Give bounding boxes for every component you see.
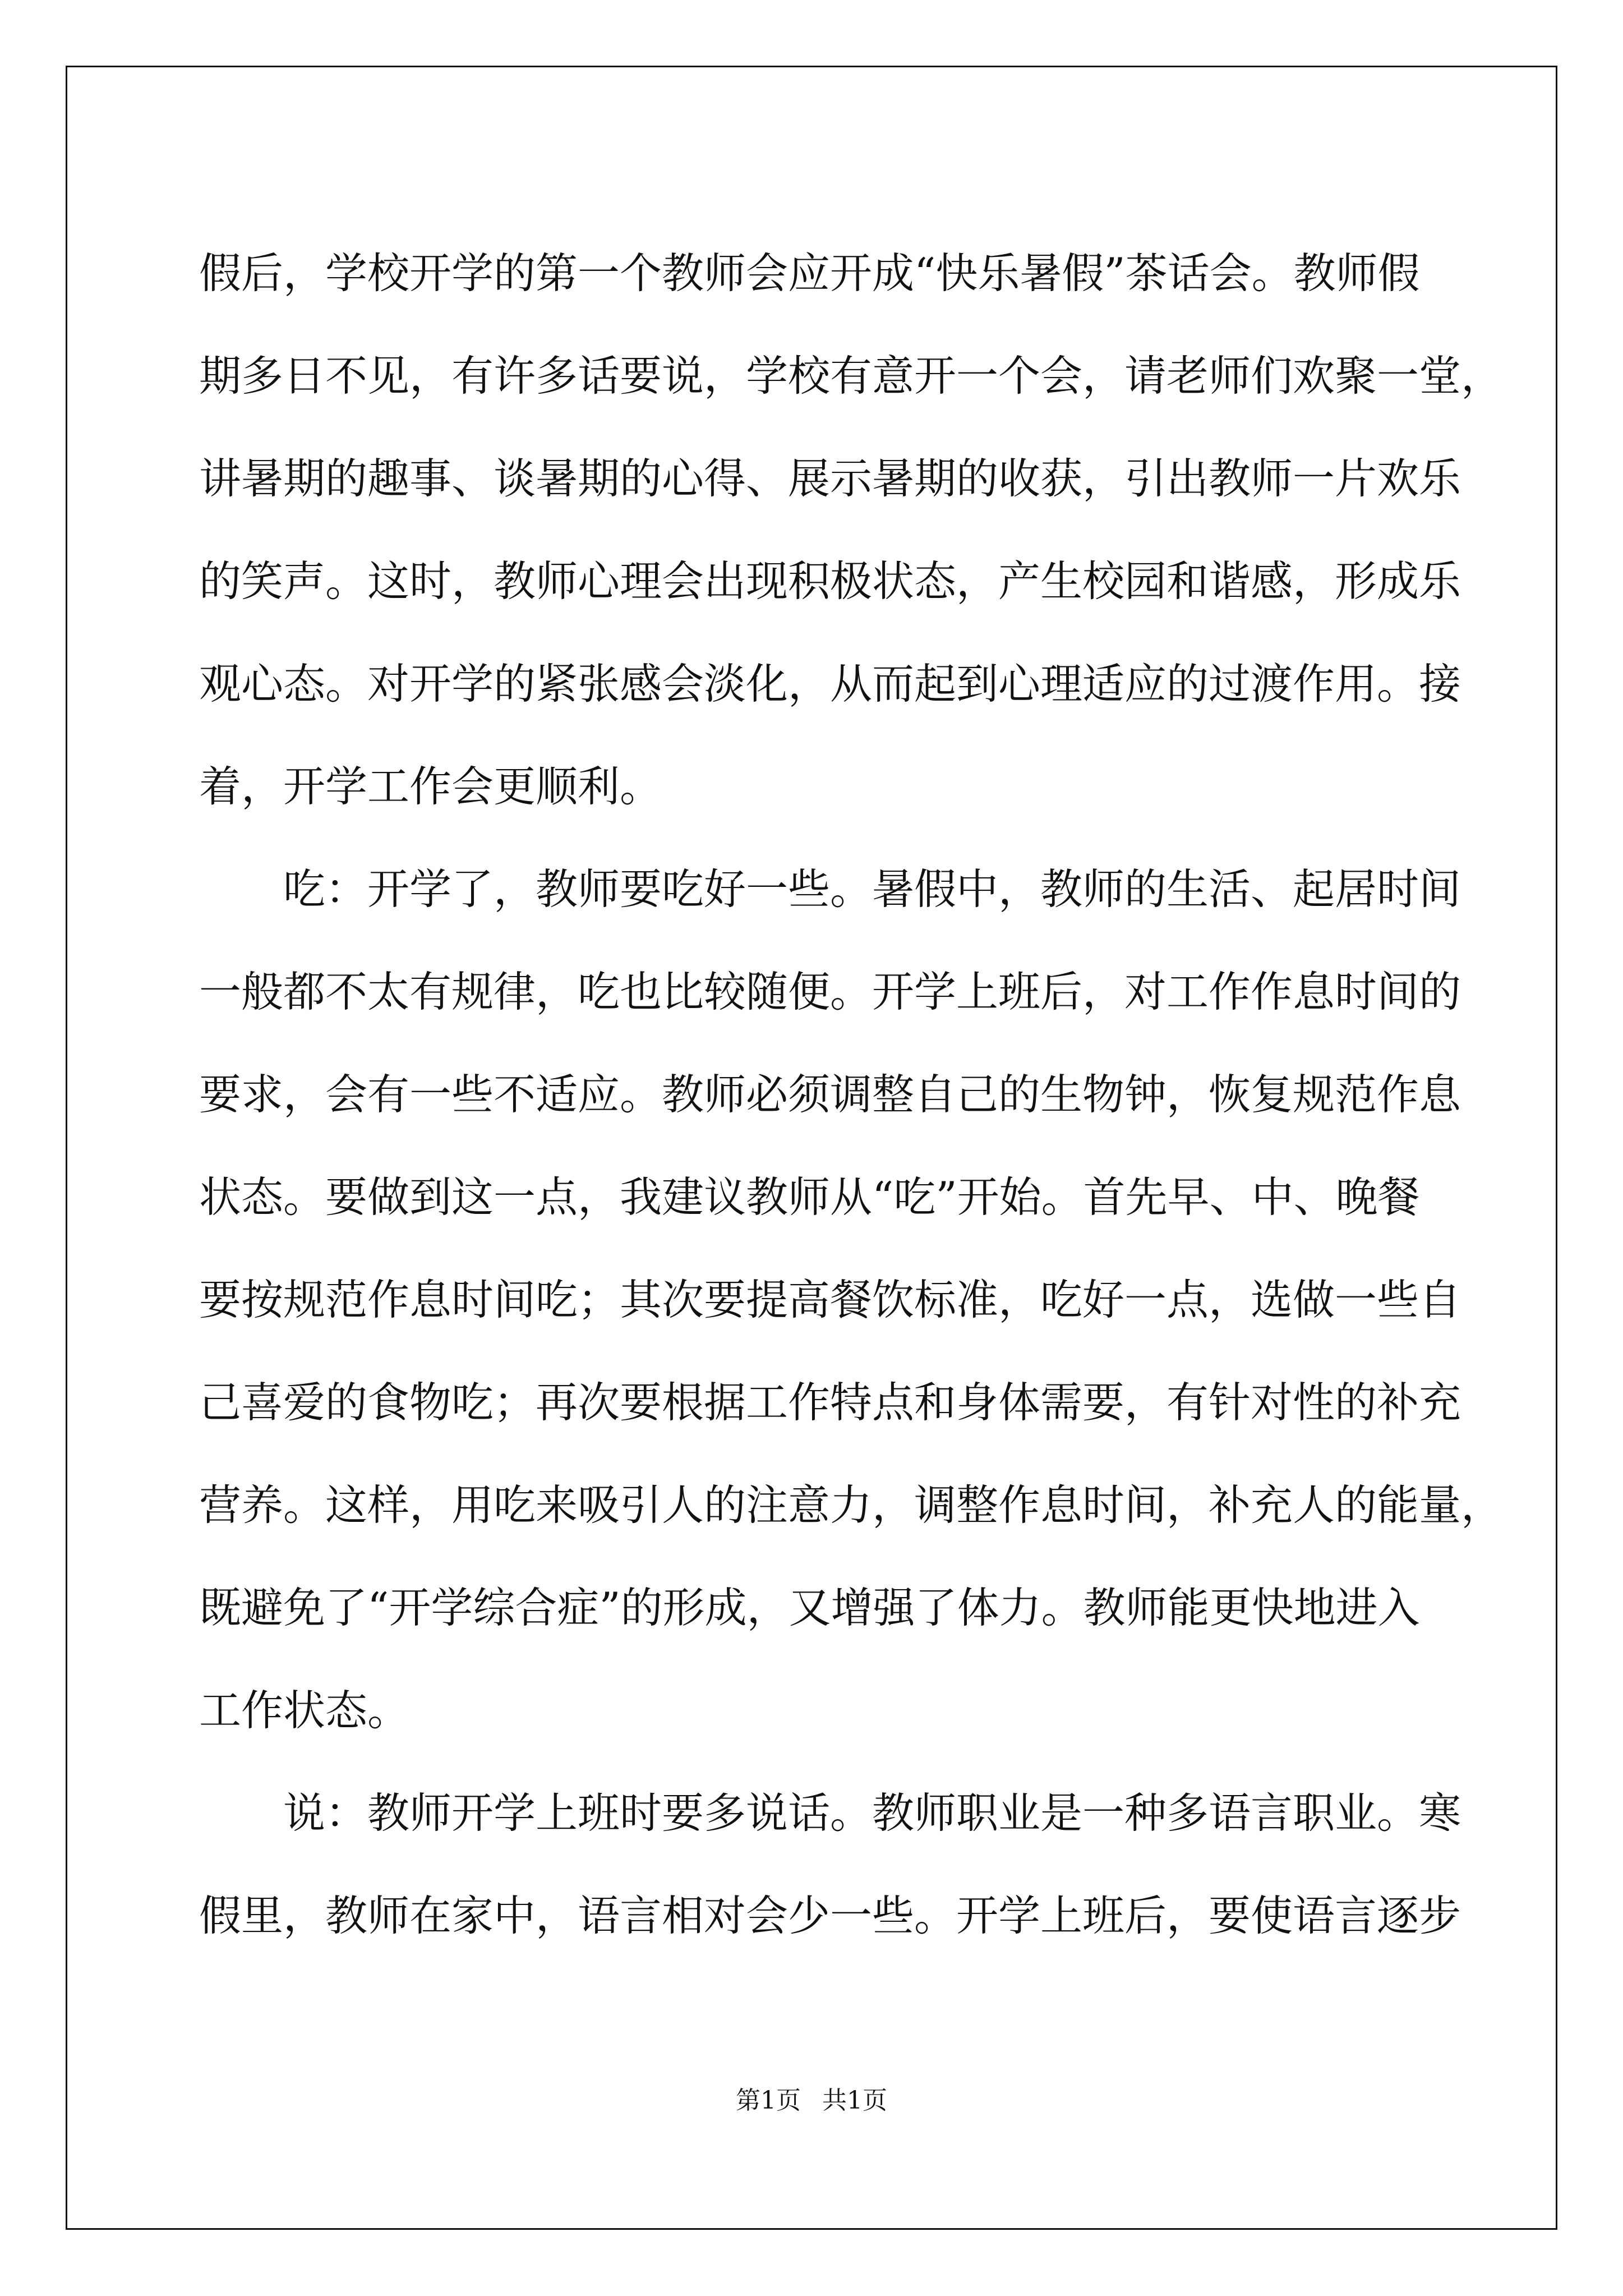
text-line: 己喜爱的食物吃；再次要根据工作特点和身体需要，有针对性的补充 [199, 1378, 1461, 1427]
document-body [199, 222, 1504, 1967]
text-line: 营养。这样，用吃来吸引人的注意力，调整作息时间，补充人的能量， [199, 1480, 1504, 1530]
text-line: 的笑声。这时，教师心理会出现积极状态，产生校园和谐感，形成乐 [199, 556, 1461, 606]
text-line: 假里，教师在家中，语言相对会少一些。开学上班后，要使语言逐步 [199, 1891, 1461, 1940]
text-line: 吃：开学了，教师要吃好一些。暑假中，教师的生活、起居时间 [283, 864, 1461, 914]
page-footer [0, 2080, 1623, 2116]
paragraph-2 [199, 838, 1504, 1762]
text-line: 状态。要做到这一点，我建议教师从“吃”开始。首先早、中、晚餐 [199, 1172, 1420, 1222]
paragraph-1 [199, 222, 1504, 838]
page-number: 第1页 [736, 2086, 801, 2115]
text-line: 期多日不见，有许多话要说，学校有意开一个会，请老师们欢聚一堂， [199, 351, 1504, 401]
paragraph-3 [199, 1762, 1461, 1967]
text-line: 观心态。对开学的紧张感会淡化，从而起到心理适应的过渡作用。接 [199, 659, 1461, 708]
text-line: 一般都不太有规律，吃也比较随便。开学上班后，对工作作息时间的 [199, 967, 1461, 1016]
text-line: 讲暑期的趣事、谈暑期的心得、展示暑期的收获，引出教师一片欢乐 [199, 454, 1461, 503]
text-line: 要按规范作息时间吃；其次要提高餐饮标准，吃好一点，选做一些自 [199, 1275, 1461, 1324]
text-line: 说：教师开学上班时要多说话。教师职业是一种多语言职业。寒 [283, 1788, 1461, 1838]
text-line: 要求，会有一些不适应。教师必须调整自己的生物钟，恢复规范作息 [199, 1070, 1461, 1119]
text-line: 工作状态。 [199, 1686, 410, 1735]
text-line: 既避免了“开学综合症”的形成，又增强了体力。教师能更快地进入 [199, 1583, 1420, 1632]
page-count: 共1页 [822, 2086, 887, 2115]
text-line: 着，开学工作会更顺利。 [199, 762, 662, 811]
text-line: 假后，学校开学的第一个教师会应开成“快乐暑假”茶话会。教师假 [199, 249, 1420, 298]
